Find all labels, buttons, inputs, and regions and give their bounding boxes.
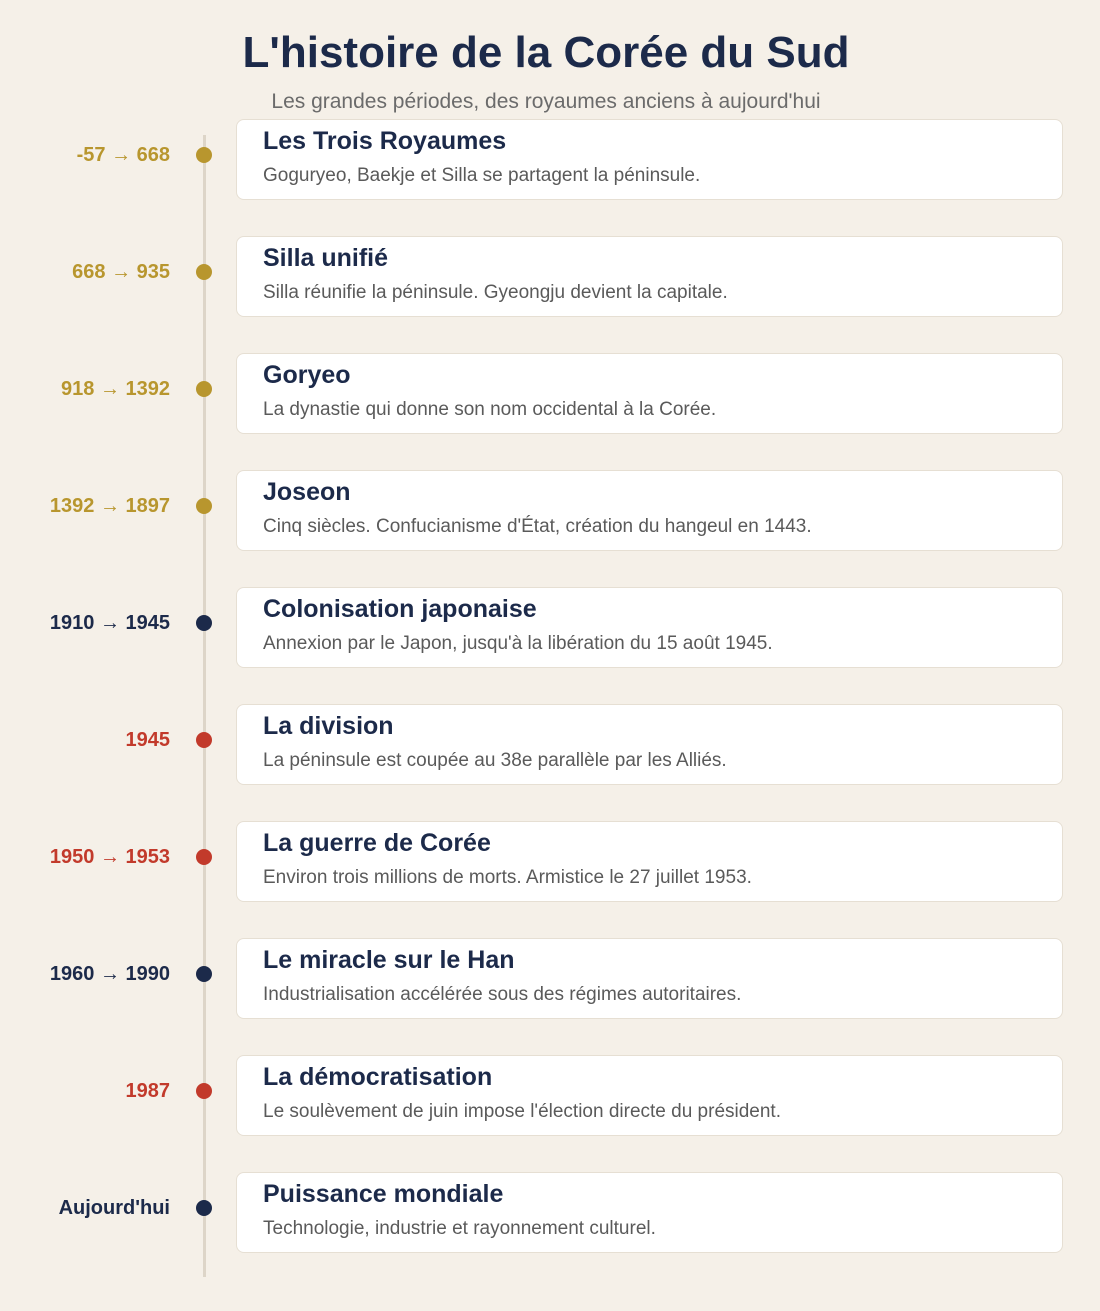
entry-card: [236, 704, 1063, 785]
entry-title: Silla unifié: [263, 244, 389, 272]
timeline-dot-icon: [196, 498, 212, 514]
entry-title: Le miracle sur le Han: [263, 946, 515, 974]
entry-date: 1392 → 1897: [49, 495, 170, 517]
entry-description: Technologie, industrie et rayonnement culturel.: [263, 1218, 656, 1239]
entry-description: Goguryeo, Baekje et Silla se partagent la péninsule.: [263, 165, 701, 186]
timeline-entry: [0, 1055, 1100, 1139]
entry-date: 668 → 935: [72, 261, 170, 283]
entry-date: Aujourd'hui: [58, 1197, 170, 1219]
entry-card: [236, 1172, 1063, 1253]
entry-title: La guerre de Corée: [263, 829, 491, 857]
entry-title: Puissance mondiale: [263, 1180, 504, 1208]
timeline-entry: [0, 704, 1100, 788]
entry-card: [236, 470, 1063, 551]
entry-card: [236, 938, 1063, 1019]
timeline-dot-icon: [196, 147, 212, 163]
entry-date: -57 → 668: [76, 144, 170, 166]
timeline-dot-icon: [196, 849, 212, 865]
entry-date: 1987: [125, 1080, 170, 1102]
entry-title: Goryeo: [263, 361, 351, 389]
timeline-entry: [0, 821, 1100, 905]
entry-card: [236, 236, 1063, 317]
entry-description: La péninsule est coupée au 38e parallèle par les Alliés.: [263, 750, 727, 771]
timeline-dot-icon: [196, 381, 212, 397]
entry-date: 1945: [125, 729, 170, 751]
timeline-entry: [0, 119, 1100, 203]
entry-date: 1960 → 1990: [49, 963, 170, 985]
entry-title: Colonisation japonaise: [263, 595, 537, 623]
timeline-dot-icon: [196, 1083, 212, 1099]
entry-card: [236, 821, 1063, 902]
entry-description: Industrialisation accélérée sous des régimes autoritaires.: [263, 984, 742, 1005]
timeline-entry: [0, 353, 1100, 437]
timeline-entry: [0, 470, 1100, 554]
timeline-entry: [0, 587, 1100, 671]
entry-title: Les Trois Royaumes: [263, 127, 507, 155]
timeline-entry: [0, 236, 1100, 320]
entry-date: 1910 → 1945: [49, 612, 170, 634]
entry-card: [236, 587, 1063, 668]
entry-description: Le soulèvement de juin impose l'élection directe du président.: [263, 1101, 781, 1122]
entry-title: La division: [263, 712, 394, 740]
timeline-dot-icon: [196, 732, 212, 748]
entry-date: 918 → 1392: [61, 378, 170, 400]
timeline-dot-icon: [196, 615, 212, 631]
entry-date: 1950 → 1953: [49, 846, 170, 868]
entry-description: Cinq siècles. Confucianisme d'État, création du hangeul en 1443.: [263, 516, 812, 537]
entry-description: Silla réunifie la péninsule. Gyeongju devient la capitale.: [263, 282, 728, 303]
timeline-dot-icon: [196, 966, 212, 982]
page-subtitle: Les grandes périodes, des royaumes anciens à aujourd'hui: [271, 90, 821, 113]
timeline-entry: [0, 1172, 1100, 1256]
entry-description: Annexion par le Japon, jusqu'à la libération du 15 août 1945.: [263, 633, 773, 654]
entry-title: La démocratisation: [263, 1063, 493, 1091]
entry-card: [236, 1055, 1063, 1136]
entry-card: [236, 353, 1063, 434]
entry-title: Joseon: [263, 478, 351, 506]
entry-card: [236, 119, 1063, 200]
entry-description: La dynastie qui donne son nom occidental à la Corée.: [263, 399, 717, 420]
timeline-dot-icon: [196, 264, 212, 280]
page-title: L'histoire de la Corée du Sud: [242, 28, 850, 77]
timeline-entry: [0, 938, 1100, 1022]
entry-description: Environ trois millions de morts. Armistice le 27 juillet 1953.: [263, 867, 752, 888]
timeline-dot-icon: [196, 1200, 212, 1216]
